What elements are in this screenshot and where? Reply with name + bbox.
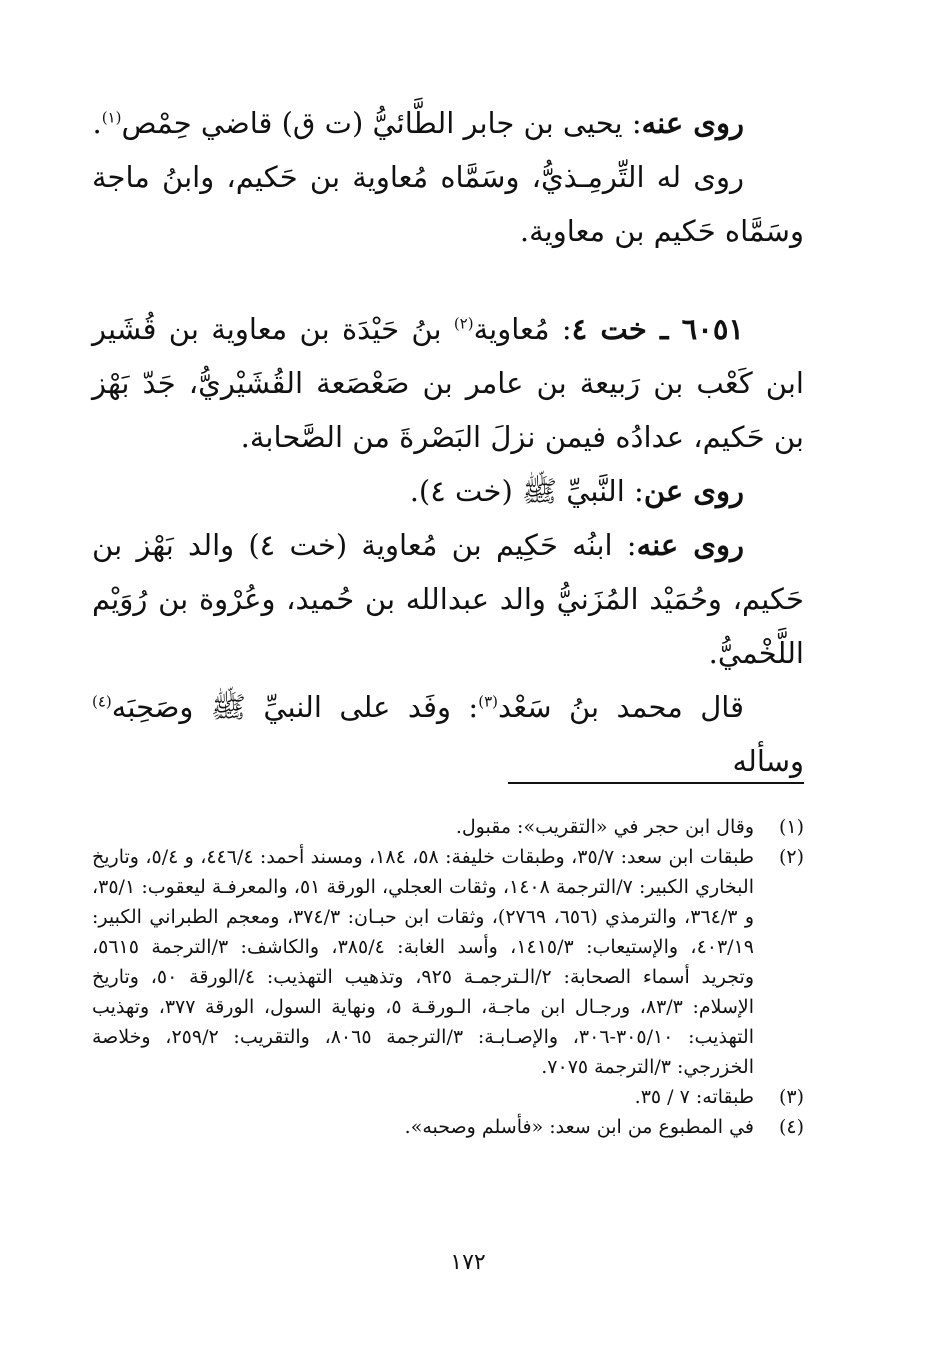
footnote-ref: (٢) — [453, 314, 474, 333]
footnote-item — [92, 1112, 804, 1142]
footnote-text: طبقاته: ٧ / ٣٥. — [634, 1086, 754, 1108]
main-text — [92, 96, 804, 788]
footnote-ref: (٣) — [478, 692, 498, 711]
footnote-ref: (١) — [101, 108, 122, 127]
footnote-item — [92, 842, 804, 1082]
footnote-text: طبقات ابن سعد: ٣٥/٧، وطبقات خليفة: ٥٨، ١٨٤، ومسند أحمد: ٤٤٦/٤، و ٥/٤، وتاريخ البخاري الكبير: ٧/الترجمة ١٤٠٨، وثقات العجلي، الورقة ٥١، والمعرفـة ليعقوب: ٣٥/١، و ٣٦٤/٣، والترمذي (٦٥٦، ٢٧٦٩)، وثقات ابن حبـان: ٣٧٤/٣، ومعجم الطبراني الكبير: ٤٠٣/١٩، والإستيعاب: ١٤١٥/٣، وأسد الغابة: ٣٨٥/٤، والكاشف: ٣/الترجمة ٥٦١٥، وتجريد أسماء الصحابة: ٢/الـترجمـة ٩٢٥، وتذهيب التهذيب: ٤/الورقة ٥٠، وتاريخ الإسلام: ٨٣/٣، ورجـال ابن ماجـة، الـورقـة ٥، ونهاية السول، الورقة ٣٧٧، وتهذيب التهذيب: ٣٠٥/١٠-٣٠٦، والإصـابـة: ٣/الترجمة ٨٠٦٥، والتقريب: ٢٥٩/٢، وخلاصة الخزرجي: ٣/الترجمة ٧٠٧٥. — [92, 846, 755, 1078]
label-bold: روى عن — [643, 474, 744, 508]
paragraph-text: : مُعاوية — [473, 312, 572, 346]
footnote-number: (٢) — [778, 846, 804, 868]
footnote-text: في المطبوع من ابن سعد: «فأسلم وصحبه». — [404, 1116, 754, 1138]
entry-number: ٦٠٥١ ـ خت ٤ — [571, 312, 744, 346]
paragraph-text: : النَّبيِّ ﷺ (خت ٤). — [409, 474, 644, 508]
paragraph-narrated-from — [92, 464, 804, 518]
footnote-item — [92, 1082, 804, 1112]
paragraph-ibn-sad — [92, 680, 804, 788]
footnote-ref: (٤) — [92, 692, 112, 711]
paragraph-entry-header — [92, 302, 804, 464]
paragraph-text: : ابنُه حَكِيم بن مُعاوية (خت ٤) والد بَهْز بن حَكيم، وحُمَيْد المُزَنيُّ والد عبدالله بن حُميد، وعُرْوة بن رُوَيْم اللَّخْميُّ. — [92, 528, 804, 670]
footnote-item — [92, 812, 804, 842]
paragraph-text: قال محمد بنُ سَعْد — [497, 690, 744, 724]
paragraph-narrators — [92, 518, 804, 680]
page-number: ١٧٢ — [450, 1250, 486, 1275]
paragraph-tail: بنُ حَيْدَة بن معاوية بن قُشَير ابن كَعْب بن رَبيعة بن عامر بن صَعْصَعة القُشَيْريُّ، جَدّ بَهْز بن حَكيم، عدادُه فيمن نزلَ البَصْرةَ من الصَّحابة. — [92, 312, 804, 454]
paragraph-tail: : وفَد على النبيِّ ﷺ وصَحِبَه — [111, 690, 479, 724]
paragraph-tail: وسأله — [732, 744, 804, 778]
label-bold: روى عنه — [636, 528, 744, 562]
footnote-number: (٤) — [778, 1116, 804, 1138]
paragraph-narrated-by — [92, 150, 804, 258]
footnote-text: وقال ابن حجر في «التقريب»: مقبول. — [455, 816, 754, 838]
footnote-divider — [508, 782, 804, 784]
paragraph-tail: . — [92, 106, 102, 140]
footnote-number: (٣) — [778, 1086, 804, 1108]
paragraph-text: : يحيى بن جابر الطَّائيُّ (ت ق) قاضي حِمْص — [121, 106, 642, 140]
label-bold: روى عنه — [641, 106, 744, 140]
section-gap — [92, 258, 804, 302]
footnotes — [92, 812, 804, 1142]
paragraph-text: روى له التِّرمِـذيُّ، وسَمَّاه مُعاوية بن حَكيم، وابنُ ماجة وسَمَّاه حَكيم بن معاوية. — [92, 160, 804, 248]
paragraph-narrator-from — [92, 96, 804, 150]
footnote-number: (١) — [778, 816, 804, 838]
